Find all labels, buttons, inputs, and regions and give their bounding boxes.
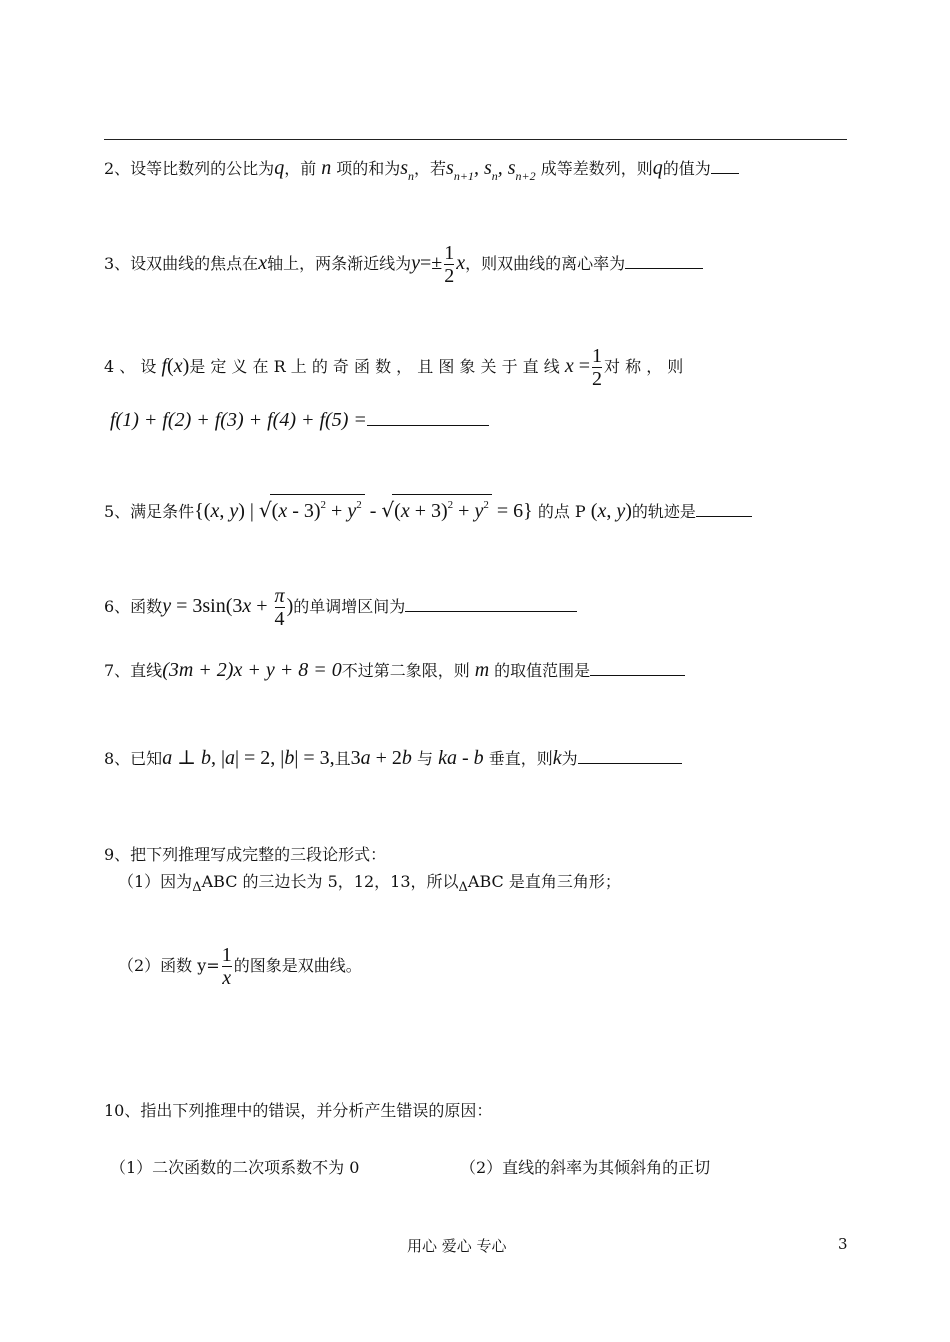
fraction-1-x: $\frac{1}{x}$: [221, 944, 232, 989]
question-9-part-1: （1）因为$_\Delta$ABC 的三边长为 5，12，13，所以$_\Delta$ABC 是直角三角形；: [118, 872, 621, 895]
math-vec1: 3a + 2b: [350, 747, 412, 769]
question-10-title: 10、指出下列推理中的错误，并分析产生错误的原因：: [104, 1101, 493, 1120]
footer-slogan: 用心 爱心 专心: [407, 1237, 507, 1255]
header-rule: [104, 139, 847, 140]
fraction-half: $\frac{1}{2}$: [444, 242, 455, 287]
page-number: 3: [838, 1235, 848, 1253]
math-x: x: [258, 252, 268, 274]
question-10-part-2: （2）直线的斜率为其倾斜角的正切: [460, 1158, 711, 1177]
answer-blank[interactable]: [578, 748, 682, 764]
math-asymptote: y: [411, 252, 420, 274]
question-5: 5、满足条件{(x, y) | $√(x - 3)^2 + y^2 - √(x + 3)^2 + y^2 = 6$} 的点 P (x, y)的轨迹是: [104, 494, 752, 522]
question-3: 3、设双曲线的焦点在x轴上，两条渐近线为y=± $\frac{1}{2}$ x，则双曲线的离心率为: [104, 242, 703, 287]
question-6: 6、函数y = 3sin(3x + $\frac{\pi}{4}$ )的单调增区间为: [104, 585, 577, 630]
answer-blank[interactable]: [367, 415, 489, 426]
math-k: k: [552, 747, 562, 769]
triangle-icon: Δ: [192, 880, 202, 895]
answer-blank[interactable]: [625, 253, 703, 269]
math-line: (3m + 2)x + y + 8 = 0: [162, 659, 342, 681]
math-sequence: $s_{n+1}$, $s_n$, $s_{n+2}$: [446, 157, 536, 183]
question-9-part-2: （2）函数 y= $\frac{1}{x}$ 的图象是双曲线。: [118, 944, 362, 989]
math-sn: $s_n$: [400, 157, 415, 183]
answer-blank[interactable]: [405, 596, 577, 612]
answer-blank[interactable]: [590, 660, 685, 676]
math-n: n: [316, 157, 337, 179]
math-m: m: [469, 659, 495, 681]
answer-blank[interactable]: [711, 158, 739, 174]
math-q: q: [274, 157, 285, 179]
question-2: 2、设等比数列的公比为q，前 n 项的和为$s_n$，若$s_{n+1}$, $s_n$, $s_{n+2}$ 成等差数列，则q的值为: [104, 158, 739, 186]
math-point: (x, y): [590, 500, 632, 522]
math-condition: {(x, y) | $√(x - 3)^2 + y^2 - √(x + 3)^2 + y^2 = 6$}: [194, 500, 533, 522]
question-8: 8、已知a ⊥ b, |a| = 2, |b| = 3,且3a + 2b 与 ka - b 垂直，则k为: [104, 748, 682, 769]
math-vec2: ka - b: [438, 747, 484, 769]
question-4-expression: f(1) + f(2) + f(3) + f(4) + f(5) =: [110, 410, 489, 431]
fraction-half: $\frac{1}{2}$: [592, 345, 603, 390]
math-fx: f: [161, 355, 168, 377]
answer-blank[interactable]: [696, 501, 752, 517]
question-7: 7、直线(3m + 2)x + y + 8 = 0不过第二象限，则 m 的取值范围是: [104, 660, 685, 681]
math-q2: q: [652, 157, 663, 179]
question-9-title: 9、把下列推理写成完整的三段论形式：: [104, 845, 387, 864]
math-vectors: a ⊥ b, |a| = 2, |b| = 3,: [162, 747, 335, 769]
math-function: y: [162, 595, 172, 617]
question-10-part-1: （1）二次函数的二次项系数不为 0: [110, 1158, 360, 1177]
question-4: 4 、 设 f(x)是 定 义 在 R 上 的 奇 函 数 ， 且 图 象 关 于 直 线 x = $\frac{1}{2}$ 对 称 ， 则: [104, 345, 684, 390]
triangle-icon: Δ: [458, 880, 468, 895]
fraction-pi-4: $\frac{\pi}{4}$: [274, 585, 285, 630]
